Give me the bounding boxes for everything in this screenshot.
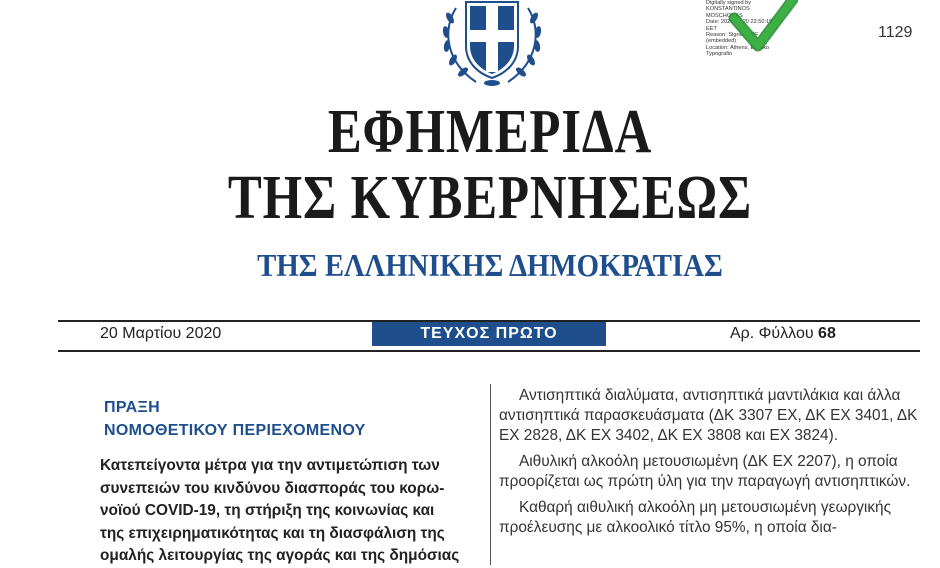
body-paragraph: Αντισηπτικά διαλύματα, αντισηπτικά μαντιλάκια και άλλα αντισηπτικά παρασκευάσματα (ΔΚ 3307 ΕΧ, ΔΚ ΕΧ 3401, ΔΚ ΕΧ 2828, ΔΚ ΕΧ 3402, ΔΚ ΕΧ 3808 και ΕΧ 3824). (499, 387, 918, 444)
greek-coat-of-arms-icon (436, 0, 548, 88)
act-type-line2: ΝΟΜΟΘΕΤΙΚΟΥ ΠΕΡΙΕΧΟΜΕΝΟΥ (104, 422, 366, 439)
act-title-line: Κατεπείγοντα μέτρα για την αντιμετώπιση των (100, 457, 440, 474)
column-divider (490, 384, 491, 565)
body-paragraph: Καθαρή αιθυλική αλκοόλη μη μετουσιωμένη γεωργικής προέλευσης με αλκοολικό τίτλο 95%, η οποία δια- (499, 499, 891, 536)
gazette-subtitle: ΤΗΣ ΕΛΛΗΝΙΚΗΣ ΔΗΜΟΚΡΑΤΙΑΣ (257, 247, 723, 283)
act-title-line: της επιχειρηματικότητας και τη διασφάλιση της (100, 524, 445, 542)
right-column (499, 386, 919, 544)
sheet-label: Αρ. Φύλλου (730, 325, 814, 342)
issue-date: 20 Μαρτίου 2020 (100, 325, 222, 342)
gazette-title-line2: ΤΗΣ ΚΥΒΕΡΝΗΣΕΩΣ (227, 164, 753, 232)
digital-signature-stamp (706, 0, 816, 64)
issue-type-badge: ΤΕΥΧΟΣ ΠΡΩΤΟ (372, 322, 606, 346)
act-title-line: νοϊού COVID-19, τη στήριξη της κοινωνίας και (100, 502, 435, 519)
signature-text: Digitally signed by KONSTANTINOS MOSCHONAS Date: 2020.03.20 22:50:19 EET Reason: Signed PDF (embedded) Location: Athens, Ethniko Typografio (706, 0, 773, 58)
act-title (100, 455, 478, 568)
act-title-line: συνεπειών του κινδύνου διασποράς του κορω- (100, 479, 445, 497)
act-type-line1: ΠΡΑΞΗ (104, 399, 160, 416)
sheet-number-value: 68 (818, 325, 836, 342)
gazette-title-line1: ΕΦΗΜΕΡΙΔΑ (327, 98, 653, 166)
checkmark-icon (728, 0, 798, 52)
sheet-number (730, 325, 836, 343)
act-title-line: ομαλής λειτουργίας της αγοράς και της δημόσιας (100, 547, 460, 564)
body-paragraph: Αιθυλική αλκοόλη μετουσιωμένη (ΔΚ ΕΧ 2207), η οποία προορίζεται ως πρώτη ύλη για την παραγωγή αντισηπτικών. (499, 453, 911, 490)
page-number: 1129 (878, 24, 913, 41)
act-type-heading (104, 396, 366, 442)
